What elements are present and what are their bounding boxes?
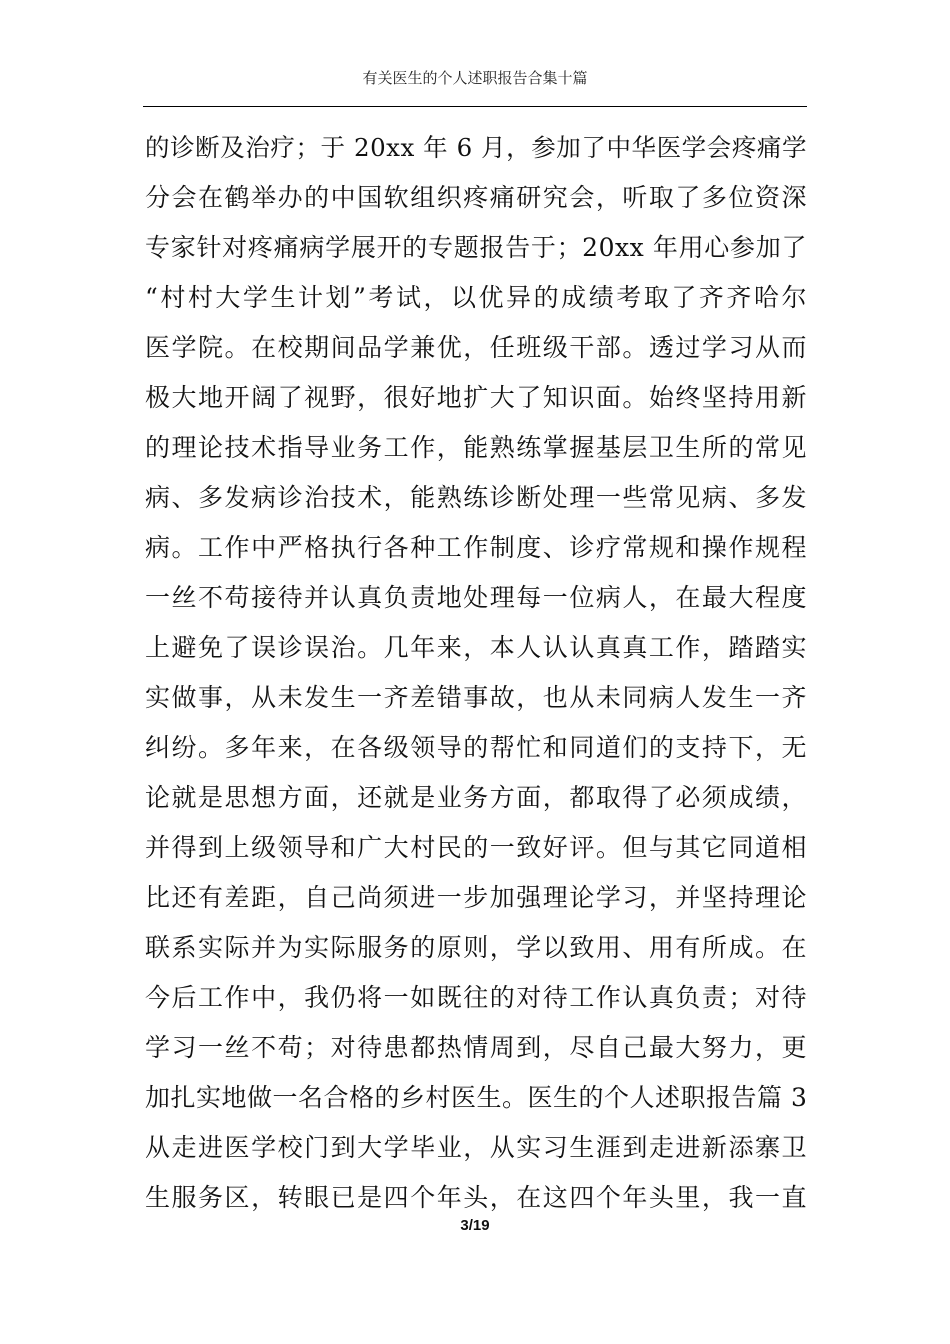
body-line: 加扎实地做一名合格的乡村医生。医生的个人述职报告篇 3: [145, 1083, 808, 1112]
document-body: [145, 123, 807, 1223]
body-line: “村村大学生计划”考试，以优异的成绩考取了齐齐哈尔: [145, 283, 807, 312]
body-line: 病、多发病诊治技术，能熟练诊断处理一些常见病、多发: [145, 483, 807, 512]
body-line: 的诊断及治疗；于 20xx 年 6 月，参加了中华医学会疼痛学: [145, 133, 807, 162]
header-divider: [143, 106, 807, 107]
body-line: 联系实际并为实际服务的原则，学以致用、用有所成。在: [145, 933, 807, 962]
body-line: 纠纷。多年来，在各级领导的帮忙和同道们的支持下，无: [145, 733, 807, 762]
body-line: 分会在鹤举办的中国软组织疼痛研究会，听取了多位资深: [145, 183, 807, 212]
body-line: 论就是思想方面，还就是业务方面，都取得了必须成绩，: [145, 783, 807, 812]
body-line: 一丝不苟接待并认真负责地处理每一位病人，在最大程度: [145, 583, 807, 612]
body-line: 上避免了误诊误治。几年来，本人认认真真工作，踏踏实: [145, 633, 807, 662]
body-line: 医学院。在校期间品学兼优，任班级干部。透过学习从而: [145, 333, 807, 362]
body-line: 学习一丝不苟；对待患都热情周到，尽自己最大努力，更: [145, 1033, 807, 1062]
body-line: 并得到上级领导和广大村民的一致好评。但与其它同道相: [145, 833, 807, 862]
body-line: 实做事，从未发生一齐差错事故，也从未同病人发生一齐: [145, 683, 807, 712]
body-line: 生服务区，转眼已是四个年头，在这四个年头里，我一直: [145, 1183, 807, 1212]
body-line: 专家针对疼痛病学展开的专题报告于；20xx 年用心参加了: [145, 233, 807, 262]
body-line: 极大地开阔了视野，很好地扩大了知识面。始终坚持用新: [145, 383, 807, 412]
body-line: 今后工作中，我仍将一如既往的对待工作认真负责；对待: [145, 983, 807, 1012]
body-line: 从走进医学校门到大学毕业，从实习生涯到走进新添寨卫: [145, 1133, 807, 1162]
body-line: 病。工作中严格执行各种工作制度、诊疗常规和操作规程: [145, 533, 807, 562]
page-number: 3/19: [460, 1217, 490, 1234]
body-line: 比还有差距，自己尚须进一步加强理论学习，并坚持理论: [145, 883, 807, 912]
body-line: 的理论技术指导业务工作，能熟练掌握基层卫生所的常见: [145, 433, 807, 462]
page-header-title: 有关医生的个人述职报告合集十篇: [362, 69, 588, 87]
